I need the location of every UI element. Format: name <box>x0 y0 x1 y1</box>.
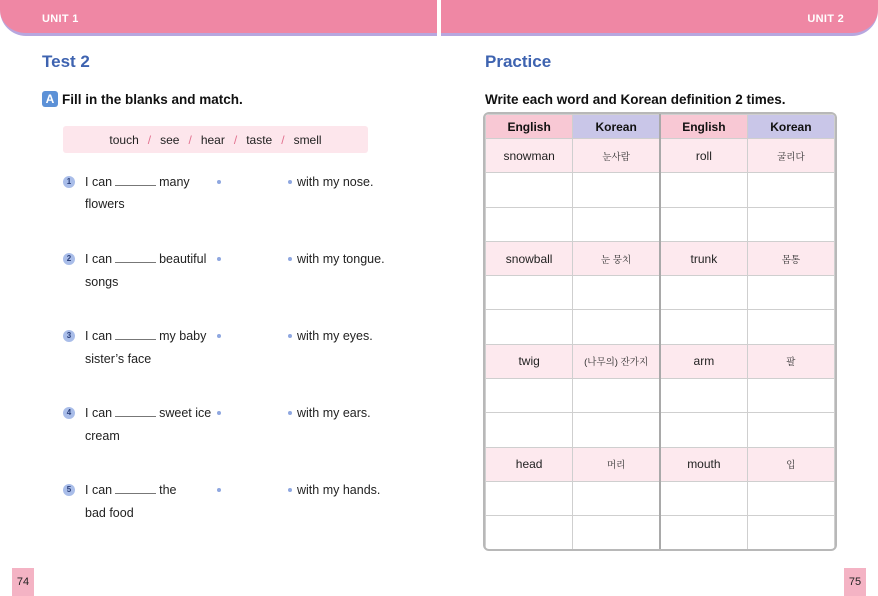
word-bank-word: smell <box>293 132 322 147</box>
writing-cell[interactable] <box>747 310 834 344</box>
match-dot-right[interactable] <box>288 488 292 492</box>
answer-blank[interactable] <box>115 329 156 340</box>
writing-cell[interactable] <box>660 310 747 344</box>
match-dot-left[interactable] <box>217 257 221 261</box>
practice-title: Practice <box>485 52 552 71</box>
question-text: beautiful <box>159 252 207 266</box>
word-bank-word: hear <box>200 132 225 147</box>
writing-cell[interactable] <box>660 207 747 241</box>
match-answer: with my eyes. <box>297 329 373 343</box>
question-text: sweet ice <box>159 406 212 420</box>
word-bank-separator: / <box>147 132 152 147</box>
writing-cell[interactable] <box>486 207 573 241</box>
english-word: snowman <box>486 139 573 173</box>
match-answer: with my nose. <box>297 175 374 189</box>
question-number-badge: 4 <box>63 407 75 419</box>
question-text: many <box>159 175 190 189</box>
match-dot-left[interactable] <box>217 488 221 492</box>
writing-cell[interactable] <box>660 173 747 207</box>
writing-cell[interactable] <box>747 276 834 310</box>
table-word-row <box>486 447 835 481</box>
match-dot-left[interactable] <box>217 334 221 338</box>
answer-blank[interactable] <box>115 252 156 263</box>
writing-cell[interactable] <box>573 173 660 207</box>
korean-definition: 굴리다 <box>747 139 834 173</box>
korean-definition: 눈사람 <box>573 139 660 173</box>
writing-cell[interactable] <box>747 379 834 413</box>
question-number-badge: 2 <box>63 253 75 265</box>
writing-cell[interactable] <box>486 413 573 447</box>
writing-cell[interactable] <box>573 413 660 447</box>
writing-cell[interactable] <box>747 481 834 515</box>
korean-definition: 눈 뭉치 <box>573 241 660 275</box>
test-title: Test 2 <box>42 52 90 71</box>
english-word: mouth <box>660 447 747 481</box>
korean-definition: (나무의) 잔가지 <box>573 344 660 378</box>
left-instruction: Fill in the blanks and match. <box>62 92 243 107</box>
match-dot-right[interactable] <box>288 411 292 415</box>
writing-cell[interactable] <box>747 516 834 550</box>
answer-blank[interactable] <box>115 483 156 494</box>
match-dot-right[interactable] <box>288 334 292 338</box>
table-practice-row <box>486 207 835 241</box>
question-continuation: flowers <box>85 197 125 211</box>
writing-cell[interactable] <box>573 379 660 413</box>
question-continuation: cream <box>85 429 120 443</box>
question-line <box>85 483 177 497</box>
table-practice-row <box>486 173 835 207</box>
question-text: I can <box>85 252 113 266</box>
header-korean: Korean <box>747 115 834 139</box>
question-continuation: sister’s face <box>85 352 152 366</box>
english-word: trunk <box>660 241 747 275</box>
table-practice-row <box>486 413 835 447</box>
writing-cell[interactable] <box>573 276 660 310</box>
table-practice-row <box>486 379 835 413</box>
writing-cell[interactable] <box>747 413 834 447</box>
match-dot-left[interactable] <box>217 180 221 184</box>
writing-cell[interactable] <box>573 481 660 515</box>
match-answer: with my hands. <box>297 483 381 497</box>
table-practice-row <box>486 276 835 310</box>
table-word-row <box>486 241 835 275</box>
table-practice-row <box>486 481 835 515</box>
korean-definition: 입 <box>747 447 834 481</box>
header-korean: Korean <box>573 115 660 139</box>
writing-cell[interactable] <box>486 516 573 550</box>
practice-table-frame <box>483 112 837 551</box>
question-line <box>85 329 206 343</box>
question-number-badge: 5 <box>63 484 75 496</box>
writing-cell[interactable] <box>660 481 747 515</box>
korean-definition: 머리 <box>573 447 660 481</box>
question-text: I can <box>85 483 113 497</box>
question-text: I can <box>85 329 113 343</box>
match-dot-right[interactable] <box>288 180 292 184</box>
english-word: snowball <box>486 241 573 275</box>
table-word-row <box>486 344 835 378</box>
answer-blank[interactable] <box>115 406 156 417</box>
practice-table <box>485 114 835 551</box>
word-bank-word: touch <box>109 132 139 147</box>
writing-cell[interactable] <box>660 516 747 550</box>
english-word: twig <box>486 344 573 378</box>
question-text: the <box>159 483 177 497</box>
unit-1-label: UNIT 1 <box>42 13 79 25</box>
english-word: head <box>486 447 573 481</box>
question-text: I can <box>85 406 113 420</box>
writing-cell[interactable] <box>486 481 573 515</box>
writing-cell[interactable] <box>573 516 660 550</box>
writing-cell[interactable] <box>660 379 747 413</box>
question-line <box>85 252 206 266</box>
table-header-row <box>486 115 835 139</box>
right-instruction: Write each word and Korean definition 2 times. <box>485 92 786 107</box>
table-word-row <box>486 139 835 173</box>
page-number-right: 75 <box>844 568 866 596</box>
section-a-badge: A <box>42 91 58 107</box>
writing-cell[interactable] <box>573 310 660 344</box>
writing-cell[interactable] <box>747 173 834 207</box>
header-english: English <box>660 115 747 139</box>
writing-cell[interactable] <box>573 207 660 241</box>
writing-cell[interactable] <box>747 207 834 241</box>
word-bank-word: taste <box>246 132 273 147</box>
question-line <box>85 406 211 420</box>
writing-cell[interactable] <box>486 310 573 344</box>
header-english: English <box>486 115 573 139</box>
match-dot-right[interactable] <box>288 257 292 261</box>
word-bank-separator: / <box>281 132 285 147</box>
table-practice-row <box>486 516 835 550</box>
korean-definition: 팔 <box>747 344 834 378</box>
question-number-badge: 1 <box>63 176 75 188</box>
english-word: arm <box>660 344 747 378</box>
question-number-badge: 3 <box>63 330 75 342</box>
writing-cell[interactable] <box>486 276 573 310</box>
match-answer: with my tongue. <box>297 252 385 266</box>
english-word: roll <box>660 139 747 173</box>
writing-cell[interactable] <box>486 173 573 207</box>
writing-cell[interactable] <box>660 413 747 447</box>
answer-blank[interactable] <box>115 175 156 186</box>
writing-cell[interactable] <box>486 379 573 413</box>
page-number-left: 74 <box>12 568 34 596</box>
question-continuation: bad food <box>85 506 134 520</box>
table-practice-row <box>486 310 835 344</box>
question-line <box>85 175 190 189</box>
unit-2-label: UNIT 2 <box>807 13 844 25</box>
word-bank-separator: / <box>233 132 238 147</box>
word-bank-word: see <box>160 132 180 147</box>
question-continuation: songs <box>85 275 119 289</box>
question-text: I can <box>85 175 113 189</box>
match-dot-left[interactable] <box>217 411 221 415</box>
korean-definition: 몸통 <box>747 241 834 275</box>
word-bank-separator: / <box>188 132 192 147</box>
match-answer: with my ears. <box>297 406 371 420</box>
question-text: my baby <box>159 329 207 343</box>
word-bank <box>63 126 368 153</box>
writing-cell[interactable] <box>660 276 747 310</box>
